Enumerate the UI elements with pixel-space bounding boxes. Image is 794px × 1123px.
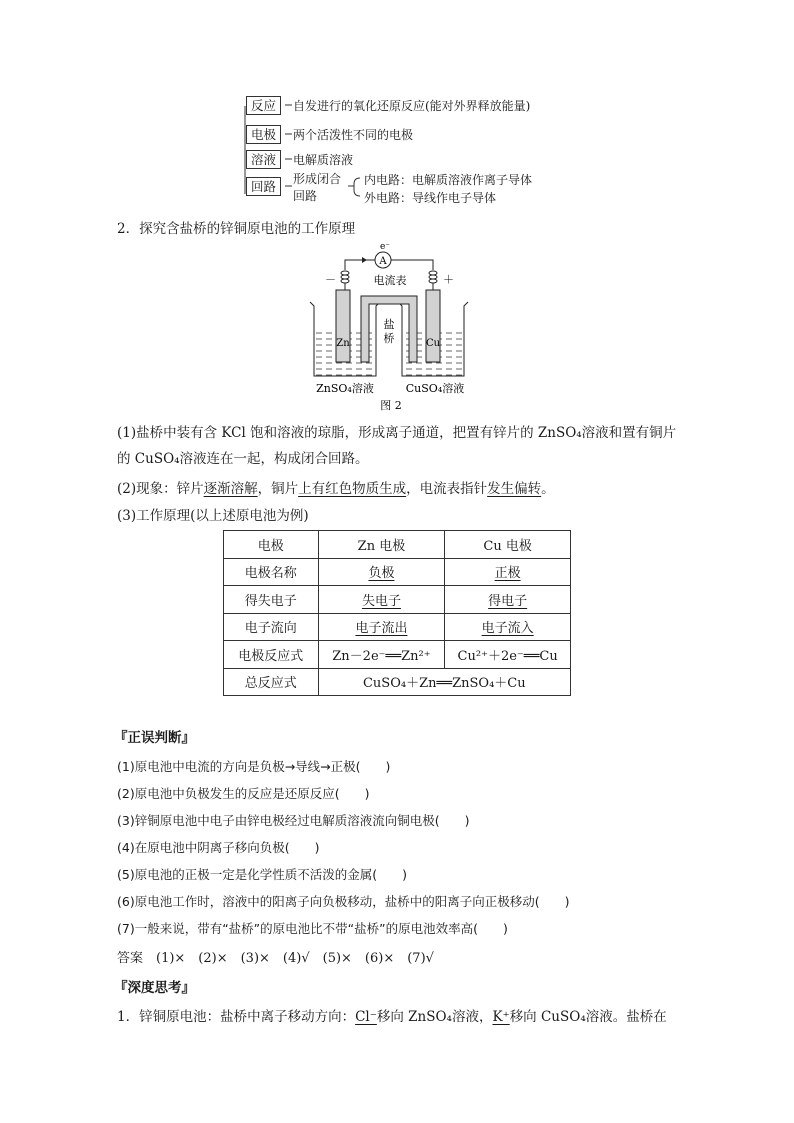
think-mid: 移向 ZnSO₄溶液，	[376, 1009, 493, 1025]
concept-box-electrode: 电极	[246, 125, 281, 144]
table-row	[224, 558, 571, 586]
zn-label: Zn	[336, 338, 350, 349]
judge-item-2: (2)原电池中负极发生的反应是还原反应( )	[117, 786, 370, 801]
para-2-u1: 逐渐溶解	[203, 481, 258, 497]
table-cell: 电子流出	[355, 621, 408, 637]
judge-item-5: (5)原电池的正极一定是化学性质不活泼的金属( )	[117, 867, 407, 882]
table-row	[224, 531, 571, 559]
table-cell: CuSO₄＋Zn══ZnSO₄＋Cu	[318, 668, 570, 696]
table-header: 电极	[224, 531, 319, 559]
para-2	[117, 477, 555, 497]
judge-answer: 答案 (1)× (2)× (3)× (4)√ (5)× (6)× (7)√	[117, 951, 434, 966]
para-2-suffix: 。	[541, 481, 555, 497]
table-header: Zn 电极	[318, 531, 445, 559]
table-cell: 电极名称	[224, 558, 319, 586]
table-cell: 得电子	[488, 593, 528, 609]
table-row	[224, 641, 571, 669]
table-cell: 正极	[494, 566, 521, 582]
concept-outer-circuit: 外电路：导线作电子导体	[364, 191, 497, 205]
judge-item-1: (1)原电池中电流的方向是负极→导线→正极( )	[117, 759, 391, 774]
table-cell: 得失电子	[224, 586, 319, 614]
table-cell: Zn－2e⁻══Zn²⁺	[318, 641, 445, 669]
zn-electrode	[336, 290, 350, 362]
table-row	[224, 668, 571, 696]
table-cell: Cu²⁺＋2e⁻══Cu	[445, 641, 571, 669]
concept-inner-circuit: 内电路：电解质溶液作离子导体	[364, 173, 533, 187]
para-2-u3: 发生偏转	[487, 481, 542, 497]
para-1-line-2: 的 CuSO₄溶液连在一起，构成闭合回路。	[117, 451, 369, 467]
cu-electrode	[426, 290, 440, 362]
para-3: (3)工作原理(以上述原电池为例)	[117, 508, 309, 524]
para-1-line-1: (1)盐桥中装有含 KCl 饱和溶液的琼脂，形成离子通道，把置有锌片的 ZnSO₄溶液和置有铜片	[117, 425, 677, 441]
concept-desc-solution: 电解质溶液	[293, 153, 354, 167]
ammeter-symbol: A	[379, 256, 387, 267]
working-principle-table	[223, 530, 571, 696]
ammeter-label: 电流表	[373, 274, 407, 287]
judge-item-4: (4)在原电池中阴离子移向负极( )	[117, 840, 320, 855]
concept-box-circuit: 回路	[246, 177, 281, 196]
table-cell: 电子流向	[224, 613, 319, 641]
galvanic-cell-figure	[305, 240, 485, 415]
para-2-mid2: ，电流表指针	[406, 481, 488, 497]
concept-box-reaction: 反应	[246, 96, 281, 115]
salt-bridge-label-2: 桥	[383, 332, 395, 345]
table-row	[224, 613, 571, 641]
minus-sign: －	[325, 273, 336, 286]
concept-box-solution: 溶液	[246, 150, 281, 169]
think-u2: K⁺	[492, 1009, 510, 1025]
table-cell: 电子流入	[481, 621, 534, 637]
think-u1: Cl⁻	[355, 1009, 377, 1025]
think-line-1	[117, 1005, 667, 1025]
think-title: 『深度思考』	[114, 980, 195, 996]
concept-desc-electrode: 两个活泼性不同的电极	[293, 128, 414, 142]
table-cell: 失电子	[361, 593, 401, 609]
think-prefix: 1．锌铜原电池：盐桥中离子移动方向：	[117, 1009, 356, 1025]
figure-caption: 图 2	[380, 399, 402, 412]
arrow-icon	[362, 257, 367, 263]
judge-item-6: (6)原电池工作时，溶液中的阳离子向负极移动，盐桥中的阳离子向正极移动( )	[117, 894, 570, 909]
right-solution-label: CuSO₄溶液	[405, 382, 465, 395]
table-cell: 总反应式	[224, 668, 319, 696]
electron-label: e⁻	[379, 242, 391, 252]
left-solution-label: ZnSO₄溶液	[316, 382, 374, 395]
concept-desc-circuit: 形成闭合回路	[293, 172, 342, 203]
think-suffix: 移向 CuSO₄溶液。盐桥在	[509, 1009, 667, 1025]
concept-connectors	[240, 90, 370, 210]
table-header: Cu 电极	[445, 531, 571, 559]
salt-bridge-label-1: 盐	[383, 318, 395, 331]
para-2-u2: 上有红色物质生成	[298, 481, 407, 497]
para-2-prefix: (2)现象：锌片	[117, 481, 204, 497]
judge-item-7: (7)一般来说，带有“盐桥”的原电池比不带“盐桥”的原电池效率高( )	[117, 921, 508, 936]
cu-label: Cu	[425, 338, 441, 349]
concept-desc-reaction: 自发进行的氧化还原反应(能对外界释放能量)	[293, 99, 531, 113]
section-2-title: 2．探究含盐桥的锌铜原电池的工作原理	[117, 221, 356, 237]
table-cell: 负极	[368, 566, 395, 582]
table-cell: 电极反应式	[224, 641, 319, 669]
para-2-mid1: ，铜片	[257, 481, 299, 497]
plus-sign: ＋	[443, 273, 454, 286]
judge-title: 『正误判断』	[114, 730, 195, 746]
judge-item-3: (3)锌铜原电池中电子由锌电极经过电解质溶液流向铜电极( )	[117, 813, 470, 828]
table-row	[224, 586, 571, 614]
